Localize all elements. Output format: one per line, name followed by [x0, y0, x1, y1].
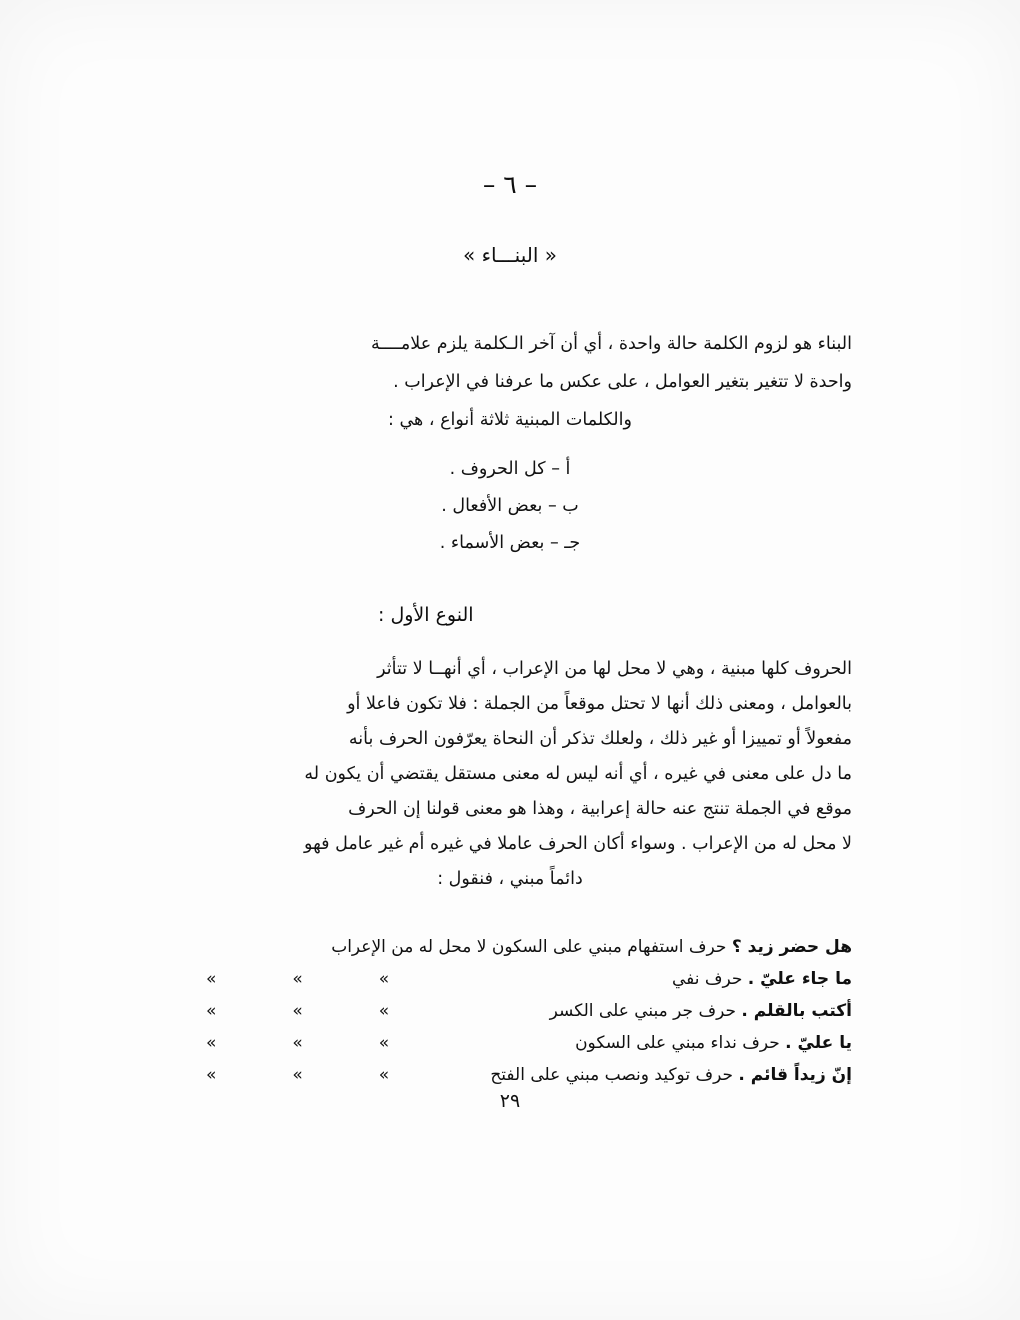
ditto-mark: »	[292, 1000, 303, 1021]
example-text	[427, 1027, 852, 1059]
intro-line-2: واحدة لا تتغير بتغير العوامل ، على عكس ما عرفنا في الإعراب .	[393, 372, 852, 393]
example-rest: حرف استفهام مبني على السكون لا محل له من الإعراب	[331, 936, 727, 957]
body-line: موقع في الجملة تنتج عنه حالة إعرابية ، وهذا هو معنى قولنا إن الحرف	[348, 798, 852, 819]
example-rest: حرف توكيد ونصب مبني على الفتح	[490, 1064, 733, 1085]
example-rest: حرف جر مبني على الكسر	[549, 1000, 736, 1021]
example-lead: ما جاء عليّ .	[747, 968, 852, 989]
subheading-first-type: النوع الأول :	[378, 603, 474, 626]
table-row	[168, 963, 852, 995]
body-line: لا محل له من الإعراب . وسواء أكان الحرف عاملا في غيره أم غير عامل فهو	[304, 833, 852, 854]
table-row	[168, 1027, 852, 1059]
table-row	[168, 931, 852, 963]
ditto-mark: »	[205, 1000, 217, 1021]
page-content	[168, 170, 852, 1091]
section-title: « البنـــاء »	[463, 243, 557, 267]
example-text	[427, 995, 852, 1027]
list-item: جـ – بعض الأسماء .	[439, 532, 581, 553]
list-item: ب – بعض الأفعال .	[441, 496, 579, 517]
body-text	[168, 652, 852, 897]
body-line: مفعولاً أو تمييزا أو غير ذلك ، ولعلك تذكر أن النحاة يعرّفون الحرف بأنه	[348, 728, 852, 749]
ditto-mark: »	[205, 968, 217, 989]
page-number: ٢٩	[499, 1090, 521, 1112]
examples-table	[168, 931, 852, 1091]
body-closing-line: دائماً مبني ، فنقول :	[437, 868, 583, 889]
ditto-mark: »	[292, 1064, 303, 1085]
example-rest: حرف نفي	[671, 968, 743, 989]
body-line: ما دل على معنى في غيره ، أي أنه ليس له معنى مستقل يقتضي أن يكون له	[304, 763, 852, 784]
example-rest: حرف نداء مبني على السكون	[575, 1032, 780, 1053]
example-lead: يا عليّ .	[785, 1032, 852, 1053]
ditto-mark: »	[205, 1064, 217, 1085]
ditto-mark: »	[378, 968, 390, 989]
body-line: الحروف كلها مبنية ، وهي لا محل لها من الإعراب ، أي أنهــا لا تتأثر	[377, 658, 852, 679]
section-number: – ٦ –	[482, 170, 538, 199]
types-list	[168, 451, 852, 561]
example-text	[427, 963, 852, 995]
example-lead: هل حضر زيد ؟	[731, 936, 852, 957]
ditto-mark: »	[378, 1064, 390, 1085]
table-row	[168, 1059, 852, 1091]
ditto-mark: »	[378, 1032, 390, 1053]
table-row	[168, 995, 852, 1027]
intro-line-3: والكلمات المبنية ثلاثة أنواع ، هي :	[388, 410, 632, 431]
example-text	[427, 1059, 852, 1091]
ditto-mark: »	[292, 1032, 303, 1053]
ditto-mark: »	[292, 968, 303, 989]
example-lead: إنّ زيداً قائم .	[738, 1064, 852, 1085]
ditto-mark: »	[378, 1000, 390, 1021]
example-lead: أكتب بالقلم .	[741, 1000, 852, 1021]
list-item: أ – كل الحروف .	[449, 459, 571, 480]
ditto-mark: »	[205, 1032, 217, 1053]
intro-line-1: البناء هو لزوم الكلمة حالة واحدة ، أي أن آخر الـكلمة يلزم علامــــة	[371, 334, 852, 354]
body-line: بالعوامل ، ومعنى ذلك أنها لا تحتل موقعاً من الجملة : فلا تكون فاعلا أو	[347, 693, 852, 714]
example-text	[168, 931, 852, 963]
